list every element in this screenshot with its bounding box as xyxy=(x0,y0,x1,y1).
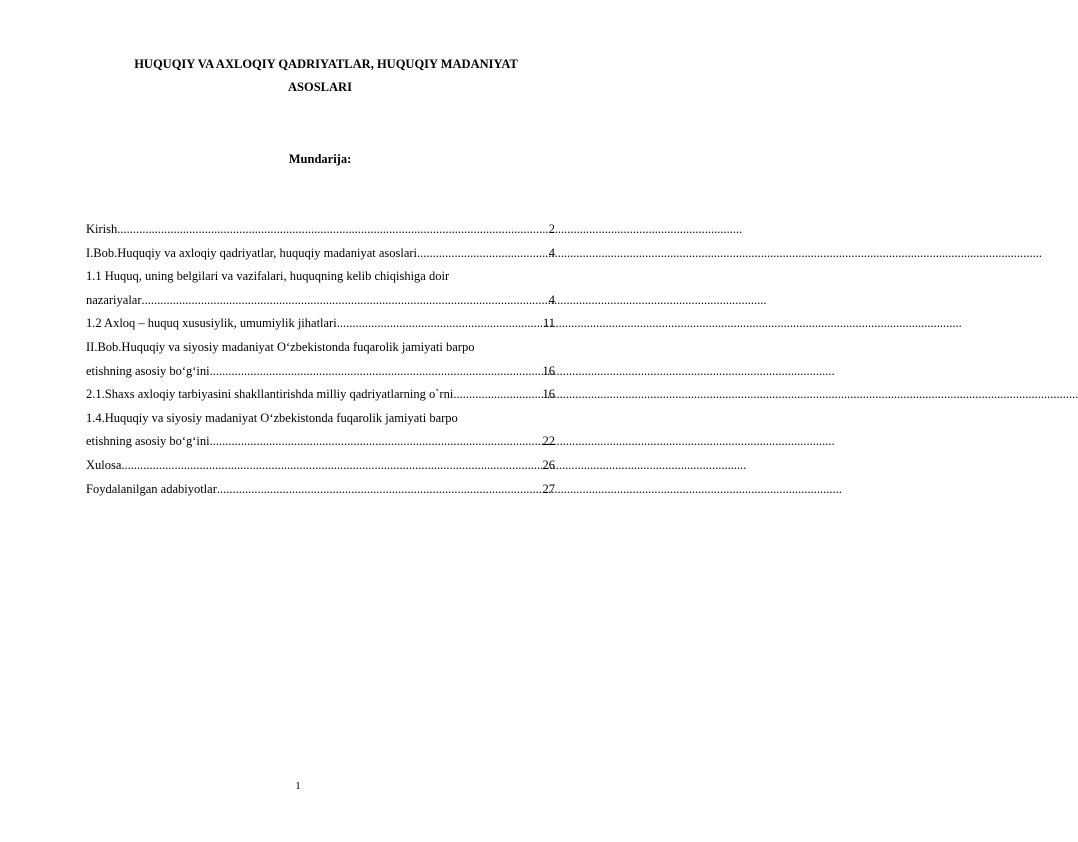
toc-entry-text: etishning asosiy bo‘g‘ini xyxy=(86,363,210,378)
toc-entry-text: 1.4.Huquqiy va siyosiy madaniyat O‘zbekistonda fuqarolik jamiyati barpo xyxy=(86,410,458,425)
contents-heading: Mundarija: xyxy=(288,152,352,166)
toc-dot-leader xyxy=(210,360,543,384)
toc-entry xyxy=(86,407,555,431)
toc-dot-leader xyxy=(337,312,543,336)
toc-entry-text: nazariyalar xyxy=(86,292,142,307)
toc-entry xyxy=(86,478,555,502)
toc-entry xyxy=(86,218,555,242)
toc-entry-page: 4 xyxy=(548,292,555,307)
toc-entry xyxy=(86,336,555,360)
toc-entry-text: etishning asosiy bo‘g‘ini xyxy=(86,434,210,449)
toc-entry xyxy=(86,265,555,289)
toc-entry-page: 16 xyxy=(542,387,555,402)
toc-dot-leader xyxy=(453,383,542,407)
document-title-line2: ASOSLARI xyxy=(288,80,352,94)
toc-entry-text: 2.1.Shaxs axloqiy tarbiyasini shakllantirishda milliy qadriyatlarning o`rni xyxy=(86,387,454,402)
toc-entry-text: Foydalanilgan adabiyotlar xyxy=(86,481,217,496)
toc-entry-text: 1.2 Axloq – huquq xususiylik, umumiylik jihatlari xyxy=(86,316,337,331)
document-title-line1: HUQUQIY VA AXLOQIY QADRIYATLAR, HUQUQIY MADANIYAT xyxy=(134,57,518,71)
toc-dot-leader xyxy=(121,454,542,478)
toc-dot-leader xyxy=(142,289,549,313)
toc-entry-page: 27 xyxy=(542,481,555,496)
toc-entry-page: 26 xyxy=(542,457,555,472)
toc-entry-text: II.Bob.Huquqiy va siyosiy madaniyat O‘zbekistonda fuqarolik jamiyati barpo xyxy=(86,339,475,354)
table-of-contents xyxy=(86,218,555,501)
toc-entry xyxy=(86,242,555,266)
toc-dot-leader xyxy=(417,242,549,266)
toc-entry xyxy=(86,454,555,478)
toc-entry-page: 2 xyxy=(548,222,555,236)
toc-entry-text: 1.1 Huquq, uning belgilari va vazifalari, huquqning kelib chiqishiga doir xyxy=(86,269,450,284)
toc-entry-text: I.Bob.Huquqiy va axloqiy qadriyatlar, huquqiy madaniyat asoslari xyxy=(86,245,418,260)
toc-entry-page: 4 xyxy=(548,245,555,260)
toc-entry xyxy=(86,312,555,336)
page-number: 1 xyxy=(295,780,301,792)
toc-entry xyxy=(86,289,555,313)
toc-entry-page: 16 xyxy=(542,363,555,378)
toc-entry-page: 22 xyxy=(542,434,555,449)
toc-entry xyxy=(86,430,555,454)
toc-dot-leader xyxy=(117,218,549,242)
toc-dot-leader xyxy=(210,430,543,454)
toc-entry xyxy=(86,383,555,407)
toc-dot-leader xyxy=(217,478,543,502)
toc-entry-text: Xulosa xyxy=(86,457,122,472)
toc-entry-page: 11 xyxy=(542,316,555,331)
toc-entry-text: Kirish xyxy=(86,222,118,236)
toc-entry xyxy=(86,360,555,384)
